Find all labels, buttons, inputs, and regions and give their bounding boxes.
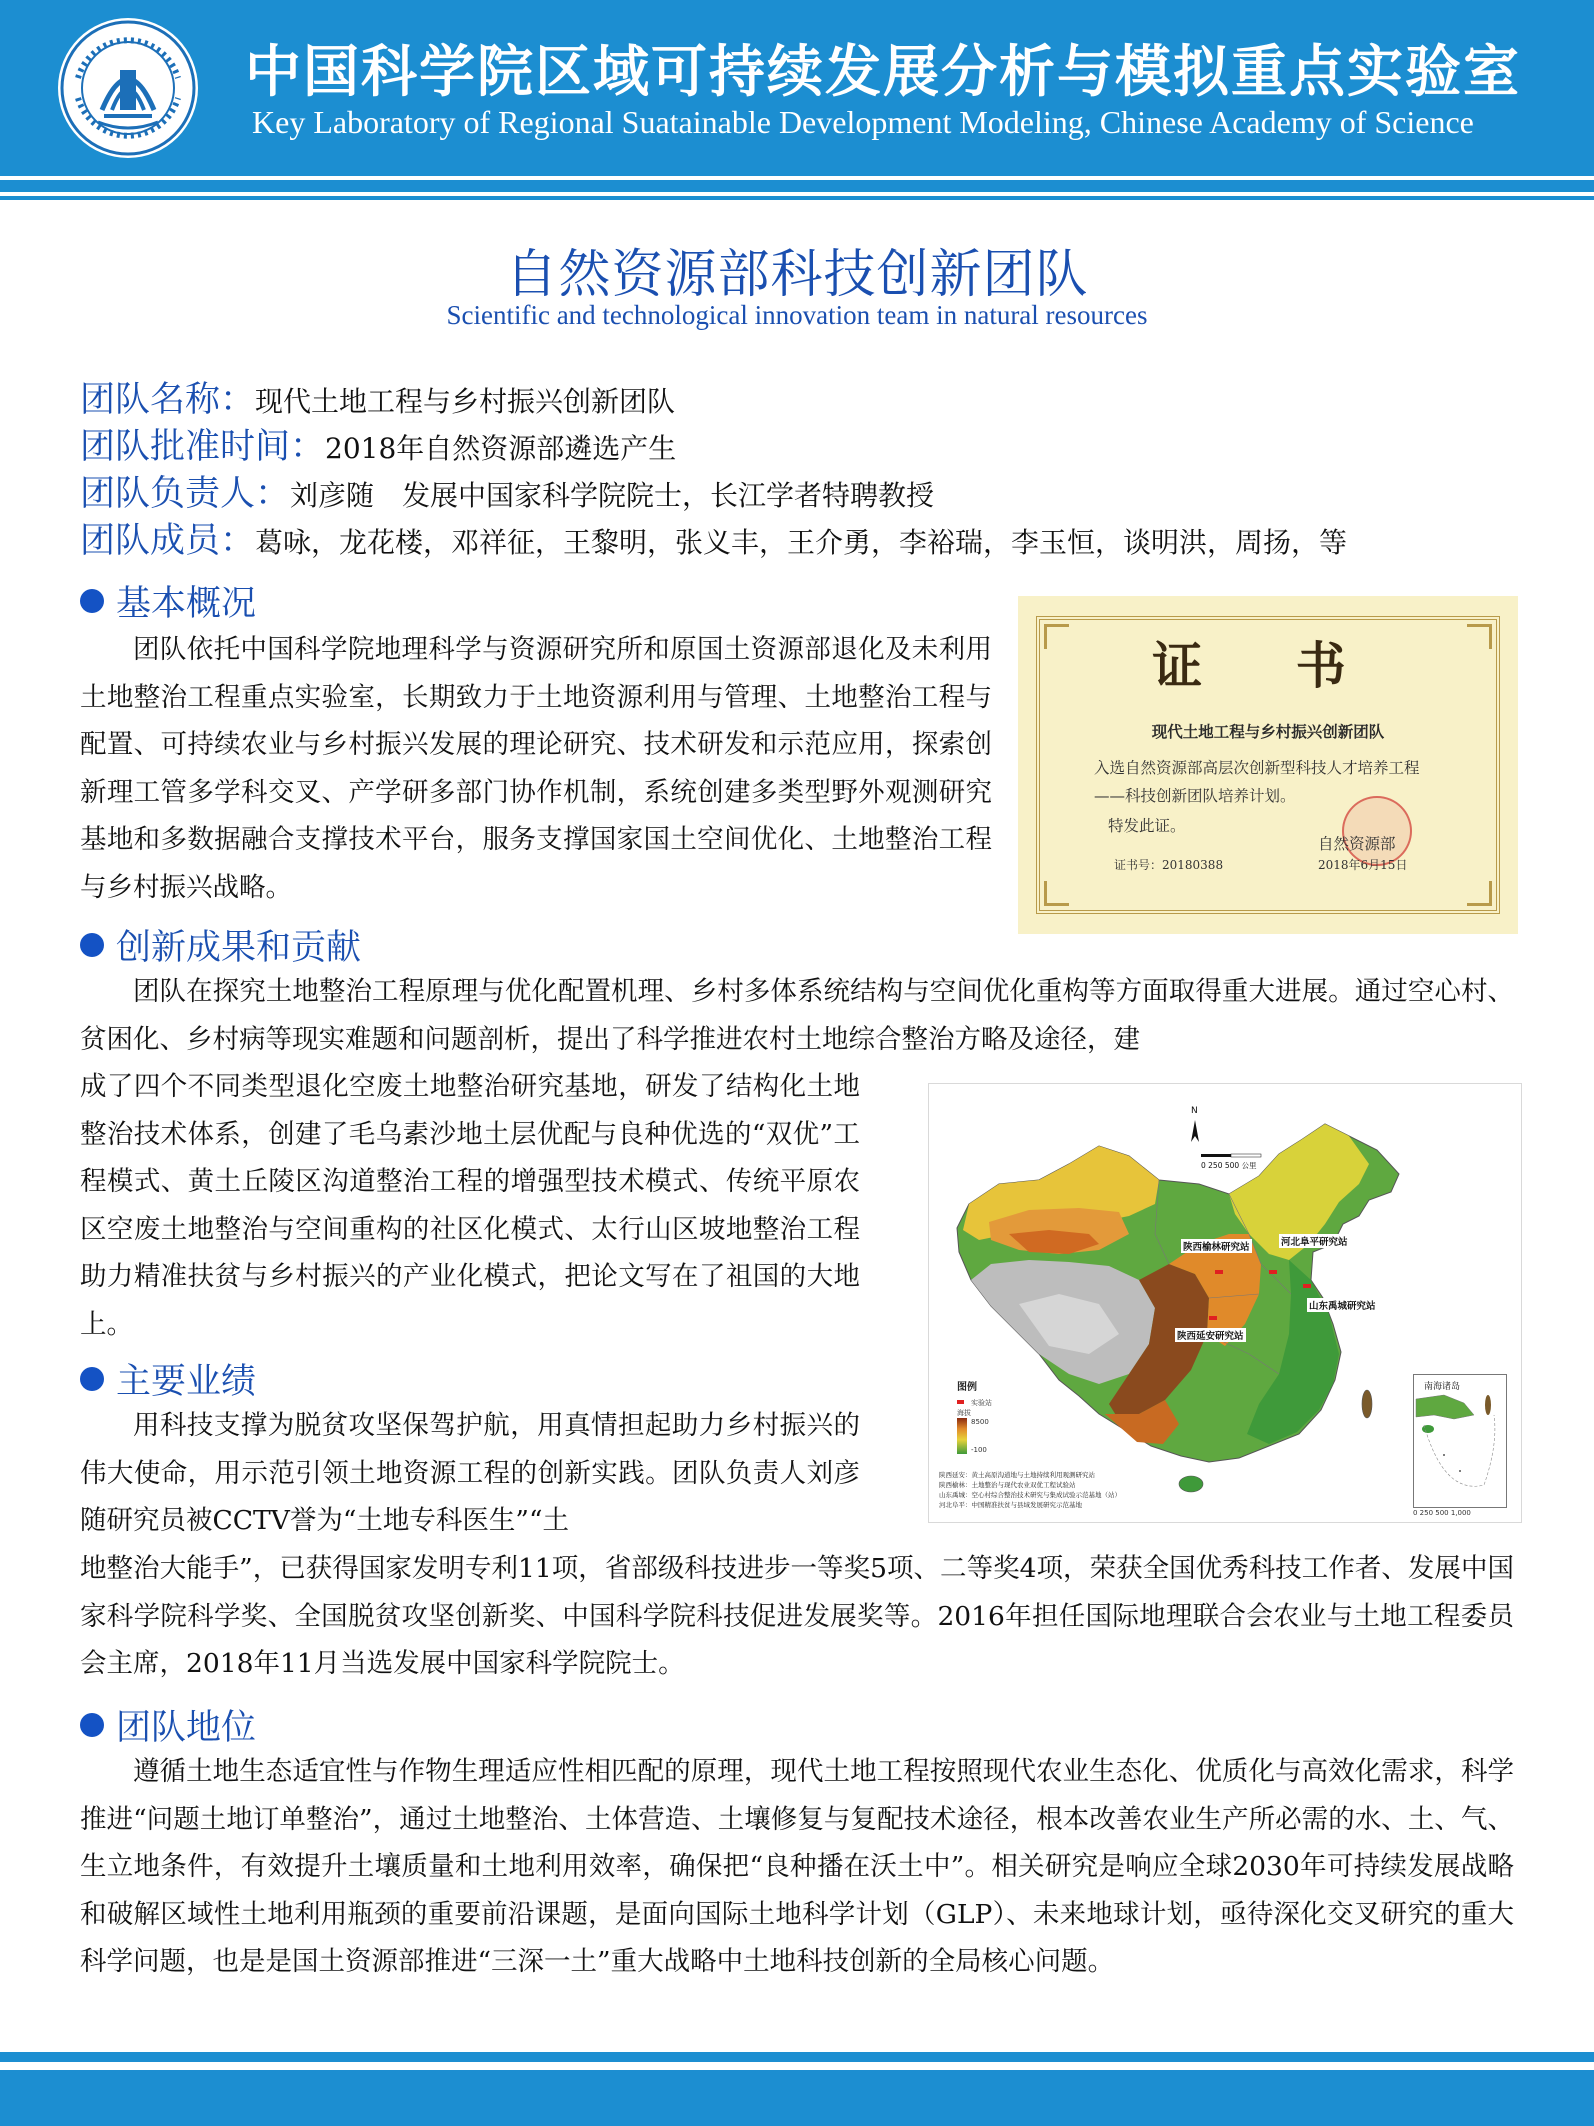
section-performance-heading (80, 1354, 257, 1402)
certificate-issuer: 自然资源部 (1318, 835, 1396, 853)
inset-scale: 0 250 500 1,000 (1413, 1509, 1471, 1517)
map-note: 河北阜平：中国精准扶贫与县域发展研究示范基地 (939, 1501, 1082, 1509)
bullet-icon (80, 1367, 104, 1391)
team-approval-label: 团队批准时间： (80, 427, 326, 467)
lab-title-cn: 中国科学院区域可持续发展分析与模拟重点实验室 (245, 40, 1521, 105)
header-divider (0, 180, 1594, 192)
inset-label: 南海诸岛 (1424, 1382, 1461, 1392)
map-legend-title: 图例 (957, 1382, 977, 1393)
station-marker-icon (1269, 1270, 1277, 1274)
achievements-paragraph-wrap: 成了四个不同类型退化空废土地整治研究基地，研发了结构化土地整治技术体系，创建了毛乌素沙地土层优配与良种优选的“双优”工程模式、黄土丘陵区沟道整治工程的增强型技术模式、传统平原农区空废土地整治与空间重构的社区化模式、太行山区坡地整治工程助力精准扶贫与乡村振兴的产业化模式，把论文写在了祖国的大地上。 (80, 1071, 860, 1340)
team-members-value: 葛咏，龙花楼，邓祥征，王黎明，张义丰，王介勇，李裕瑞，李玉恒，谈明洪，周扬，等 (255, 526, 1348, 559)
team-name-value: 现代土地工程与乡村振兴创新团队 (255, 385, 676, 418)
station-label-fuping: 河北阜平研究站 (1279, 1234, 1350, 1248)
map-scale (1201, 1160, 1257, 1171)
map-scale-text: 0 250 500 (1201, 1161, 1240, 1170)
section-achievements-title: 创新成果和贡献 (116, 928, 362, 968)
performance-paragraph-wrap: 用科技支撑为脱贫攻坚保驾护航，用真情担起助力乡村振兴的伟大使命，用示范引领土地资源工程的创新实践。团队负责人刘彦随研究员被CCTV誉为“土地专科医生”“土 (80, 1410, 860, 1536)
map-scale-unit: 公里 (1241, 1161, 1257, 1170)
footer-band (0, 2070, 1594, 2126)
north-label: N (1191, 1106, 1198, 1116)
team-members-label: 团队成员： (80, 521, 256, 561)
team-approval-row (80, 419, 676, 469)
station-label-yulin: 陕西榆林研究站 (1181, 1239, 1252, 1253)
header-divider-thin (0, 196, 1594, 200)
achievements-paragraph-top: 团队在探究土地整治工程原理与优化配置机理、乡村多体系统结构与空间优化重构等方面取得重大进展。通过空心村、贫困化、乡村病等现实难题和问题剖析，提出了科学推进农村土地综合整治方略及途径，建 (80, 976, 1514, 1055)
team-approval-value: 2018年自然资源部遴选产生 (325, 432, 677, 465)
section-position-heading (80, 1700, 257, 1748)
certificate-title: 证 书 (1152, 636, 1384, 695)
certificate-date: 2018年6月15日 (1318, 858, 1408, 872)
team-leader-label: 团队负责人： (80, 474, 291, 514)
map-note: 山东禹城：空心村综合整治技术研究与集成试验示范基地（站） (939, 1491, 1121, 1499)
station-label-yucheng: 山东禹城研究站 (1307, 1298, 1378, 1312)
team-leader-row (80, 466, 934, 516)
header-banner (0, 0, 1594, 176)
legend-station-label: 实验站 (971, 1399, 992, 1407)
lab-title-en: Key Laboratory of Regional Suatainable Development Modeling, Chinese Academy of Science (252, 104, 1474, 140)
section-position-title: 团队地位 (116, 1708, 257, 1748)
certificate-special: 特发此证。 (1108, 817, 1186, 835)
legend-station-icon (957, 1400, 964, 1404)
station-label-yanan: 陕西延安研究站 (1175, 1328, 1246, 1342)
section-performance-title: 主要业绩 (116, 1362, 257, 1402)
page-subtitle: Scientific and technological innovation team in natural resources (446, 300, 1148, 330)
map-note: 陕西榆林：土地整治与现代农业双优工程试验站 (939, 1481, 1076, 1489)
station-marker-icon (1209, 1316, 1217, 1320)
bullet-icon (80, 589, 104, 613)
position-paragraph: 遵循土地生态适宜性与作物生理适应性相匹配的原理，现代土地工程按照现代农业生态化、优质化与高效化需求，科学推进“问题土地订单整治”，通过土地整治、土体营造、土壤修复与复配技术途径，根本改善农业生产所必需的水、土、气、生立地条件，有效提升土壤质量和土地利用效率，确保把“良种播在沃土中”。相关研究是响应全球2030年可持续发展战略和破解区域性土地利用瓶颈的重要前沿课题，是面向国际土地科学计划（GLP）、未来地球计划，亟待深化交叉研究的重大科学问题，也是是国土资源部推进“三深一土”重大战略中土地科技创新的全局核心问题。 (80, 1756, 1514, 1977)
legend-elevation-ramp (957, 1418, 967, 1454)
certificate-team-name: 现代土地工程与乡村振兴创新团队 (1151, 722, 1385, 741)
performance-paragraph-full: 地整治大能手”，已获得国家发明专利11项，省部级科技进步一等奖5项、二等奖4项，荣获全国优秀科技工作者、发展中国家科学院科学奖、全国脱贫攻坚创新奖、中国科学院科技促进发展奖等。2016年担任国际地理联合会农业与土地工程委员会主席，2018年11月当选发展中国家科学院院士。 (80, 1553, 1514, 1679)
map-note: 陕西延安：黄土高原沟道地与土地持续利用观测研究站 (939, 1471, 1095, 1479)
page-title: 自然资源部科技创新团队 (505, 245, 1089, 305)
section-overview-heading (80, 576, 257, 624)
bullet-icon (80, 1713, 104, 1737)
lab-emblem-icon (58, 18, 198, 158)
certificate-text: 入选自然资源部高层次创新型科技人才培养工程——科技创新团队培养计划。 (1094, 759, 1420, 805)
footer-divider (0, 2052, 1594, 2062)
legend-elevation-low: -100 (971, 1446, 987, 1454)
legend-elevation-label: 海拔 (957, 1409, 971, 1417)
certificate-image (1018, 596, 1518, 934)
section-overview-title: 基本概况 (116, 584, 257, 624)
map-notes (939, 1470, 1239, 1510)
station-marker-icon (1215, 1270, 1223, 1274)
north-arrow-icon (1191, 1120, 1199, 1142)
certificate-number: 证书号：20180388 (1114, 858, 1224, 872)
bullet-icon (80, 933, 104, 957)
south-china-sea-inset (1413, 1374, 1507, 1508)
overview-paragraph: 团队依托中国科学院地理科学与资源研究所和原国土资源部退化及未利用土地整治工程重点实验室，长期致力于土地资源利用与管理、土地整治工程与配置、可持续农业与乡村振兴发展的理论研究、技术研发和示范应用，探索创新理工管多学科交叉、产学研多部门协作机制，系统创建多类型野外观测研究基地和多数据融合支撑技术平台，服务支撑国家国土空间优化、土地整治工程与乡村振兴战略。 (80, 634, 992, 903)
team-members-row (80, 513, 1347, 563)
team-name-row (80, 372, 675, 422)
section-achievements-heading (80, 920, 362, 968)
team-leader-value: 刘彦随 发展中国家科学院院士，长江学者特聘教授 (290, 479, 935, 512)
team-name-label: 团队名称： (80, 380, 256, 420)
legend-elevation-high: 8500 (971, 1418, 989, 1426)
certificate-corner (1467, 881, 1492, 906)
inset-map (1414, 1375, 1506, 1507)
research-station-map (928, 1083, 1522, 1523)
station-marker-icon (1303, 1284, 1311, 1288)
certificate-corner (1044, 881, 1069, 906)
